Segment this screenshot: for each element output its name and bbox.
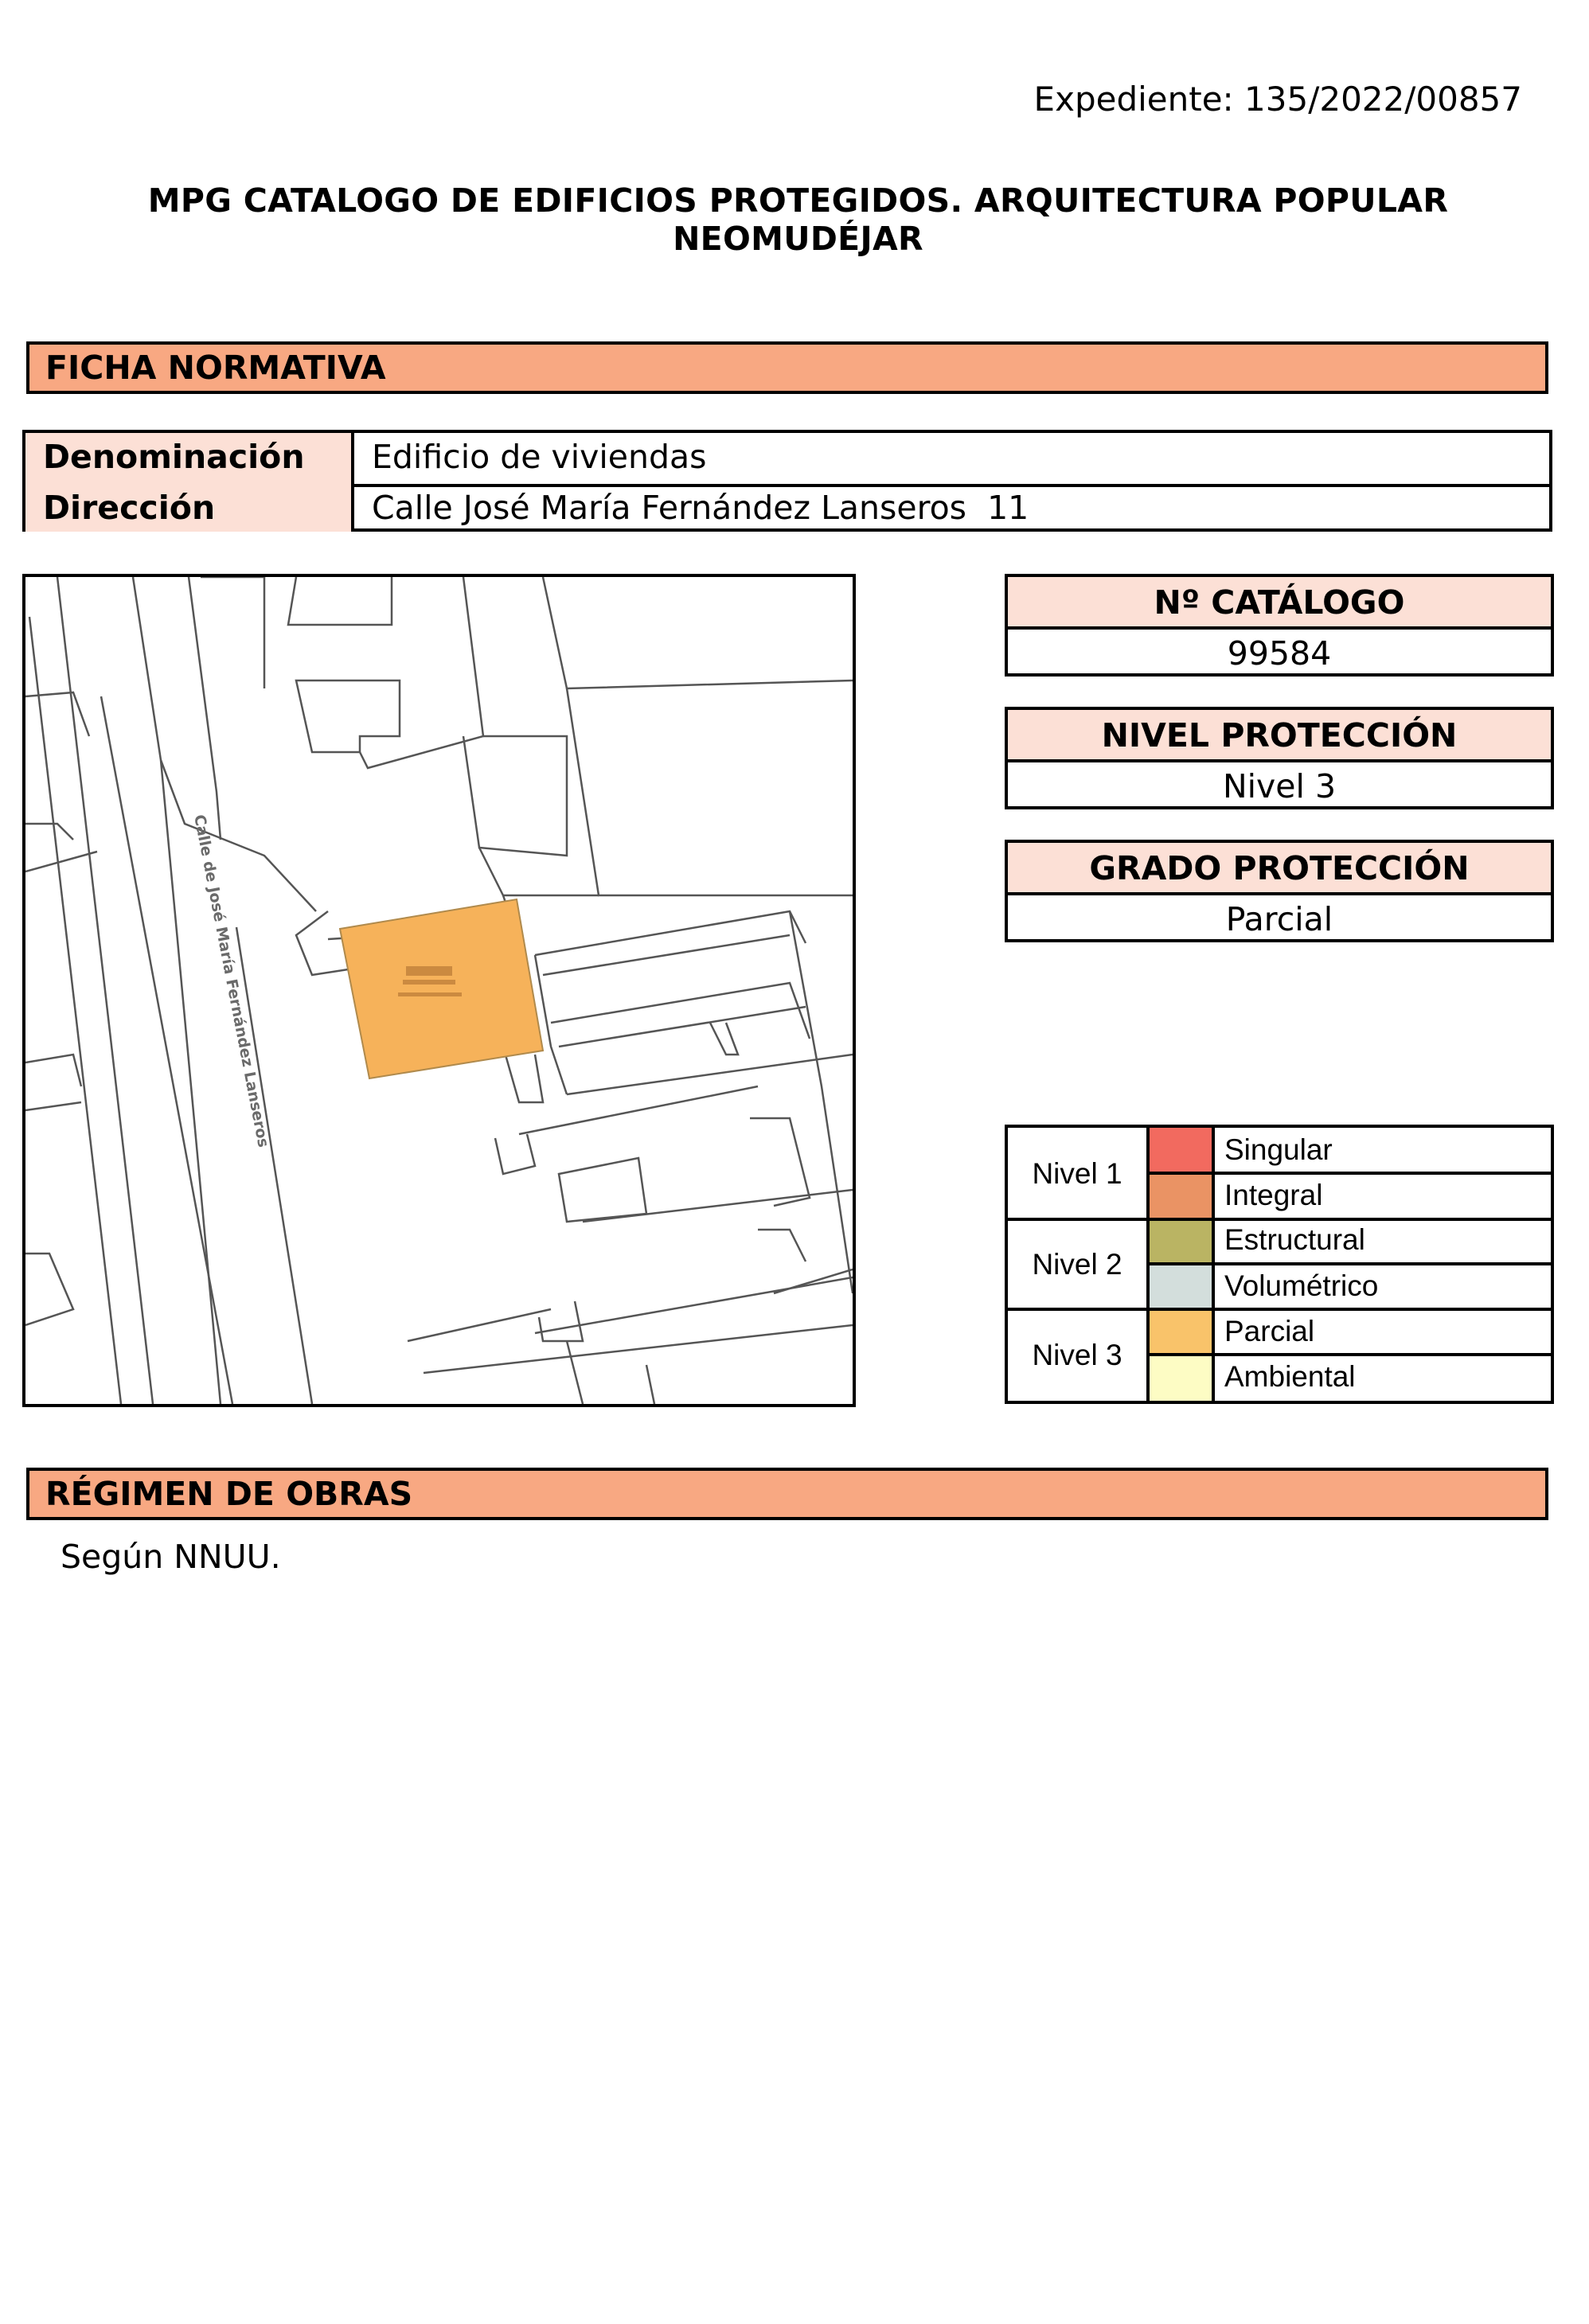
page-title: MPG CATALOGO DE EDIFICIOS PROTEGIDOS. ARQUITECTURA POPULAR NEOMUDÉJAR: [147, 181, 1449, 258]
protected-building-highlight: [340, 899, 543, 1078]
legend-divider: [1150, 1262, 1551, 1265]
protection-legend: [1005, 1125, 1554, 1404]
legend-divider: [1008, 1218, 1551, 1221]
catalogo-box: [1005, 574, 1554, 677]
direccion-row: [25, 484, 1549, 532]
legend-divider: [1150, 1172, 1551, 1175]
grado-label: GRADO PROTECCIÓN: [1008, 843, 1551, 895]
nivel-value: Nivel 3: [1222, 767, 1337, 805]
cadastral-map: [25, 577, 853, 1404]
legend-label-singular: Singular: [1224, 1133, 1333, 1166]
catalogo-label: Nº CATÁLOGO: [1008, 577, 1551, 630]
identification-table: [22, 430, 1552, 532]
grado-box: [1005, 840, 1554, 942]
legend-label-ambiental: Ambiental: [1224, 1360, 1356, 1393]
denominacion-value: Edificio de viviendas: [372, 438, 707, 476]
street-label: Calle de José María Fernández Lanseros: [190, 813, 272, 1149]
legend-label-estructural: Estructural: [1224, 1223, 1365, 1256]
denominacion-label: Denominación: [25, 433, 354, 484]
regimen-obras-text: Según NNUU.: [61, 1538, 281, 1576]
catalogo-value: 99584: [1227, 634, 1332, 673]
legend-level-3: Nivel 3: [1008, 1309, 1150, 1401]
direccion-label: Dirección: [25, 484, 354, 532]
legend-level-1: Nivel 1: [1008, 1128, 1150, 1219]
legend-swatch-integral: [1150, 1173, 1215, 1219]
nivel-box: [1005, 707, 1554, 809]
ficha-normativa-heading: FICHA NORMATIVA: [26, 341, 1548, 394]
legend-label-volumetrico: Volumétrico: [1224, 1269, 1379, 1302]
location-map: [22, 574, 856, 1407]
grado-value: Parcial: [1225, 900, 1333, 938]
regimen-obras-heading: RÉGIMEN DE OBRAS: [26, 1468, 1548, 1520]
denominacion-row: [25, 433, 1549, 487]
legend-label-integral: Integral: [1224, 1179, 1323, 1211]
legend-swatch-ambiental: [1150, 1355, 1215, 1401]
expediente-number: Expediente: 135/2022/00857: [1033, 80, 1522, 119]
legend-swatch-estructural: [1150, 1219, 1215, 1264]
legend-swatch-singular: [1150, 1128, 1215, 1173]
legend-divider: [1150, 1353, 1551, 1356]
legend-swatch-volumetrico: [1150, 1264, 1215, 1309]
legend-level-2: Nivel 2: [1008, 1219, 1150, 1309]
legend-swatch-parcial: [1150, 1309, 1215, 1355]
nivel-label: NIVEL PROTECCIÓN: [1008, 710, 1551, 762]
legend-divider: [1008, 1308, 1551, 1311]
direccion-value: Calle José María Fernández Lanseros 11: [372, 489, 1029, 527]
legend-label-parcial: Parcial: [1224, 1315, 1315, 1347]
